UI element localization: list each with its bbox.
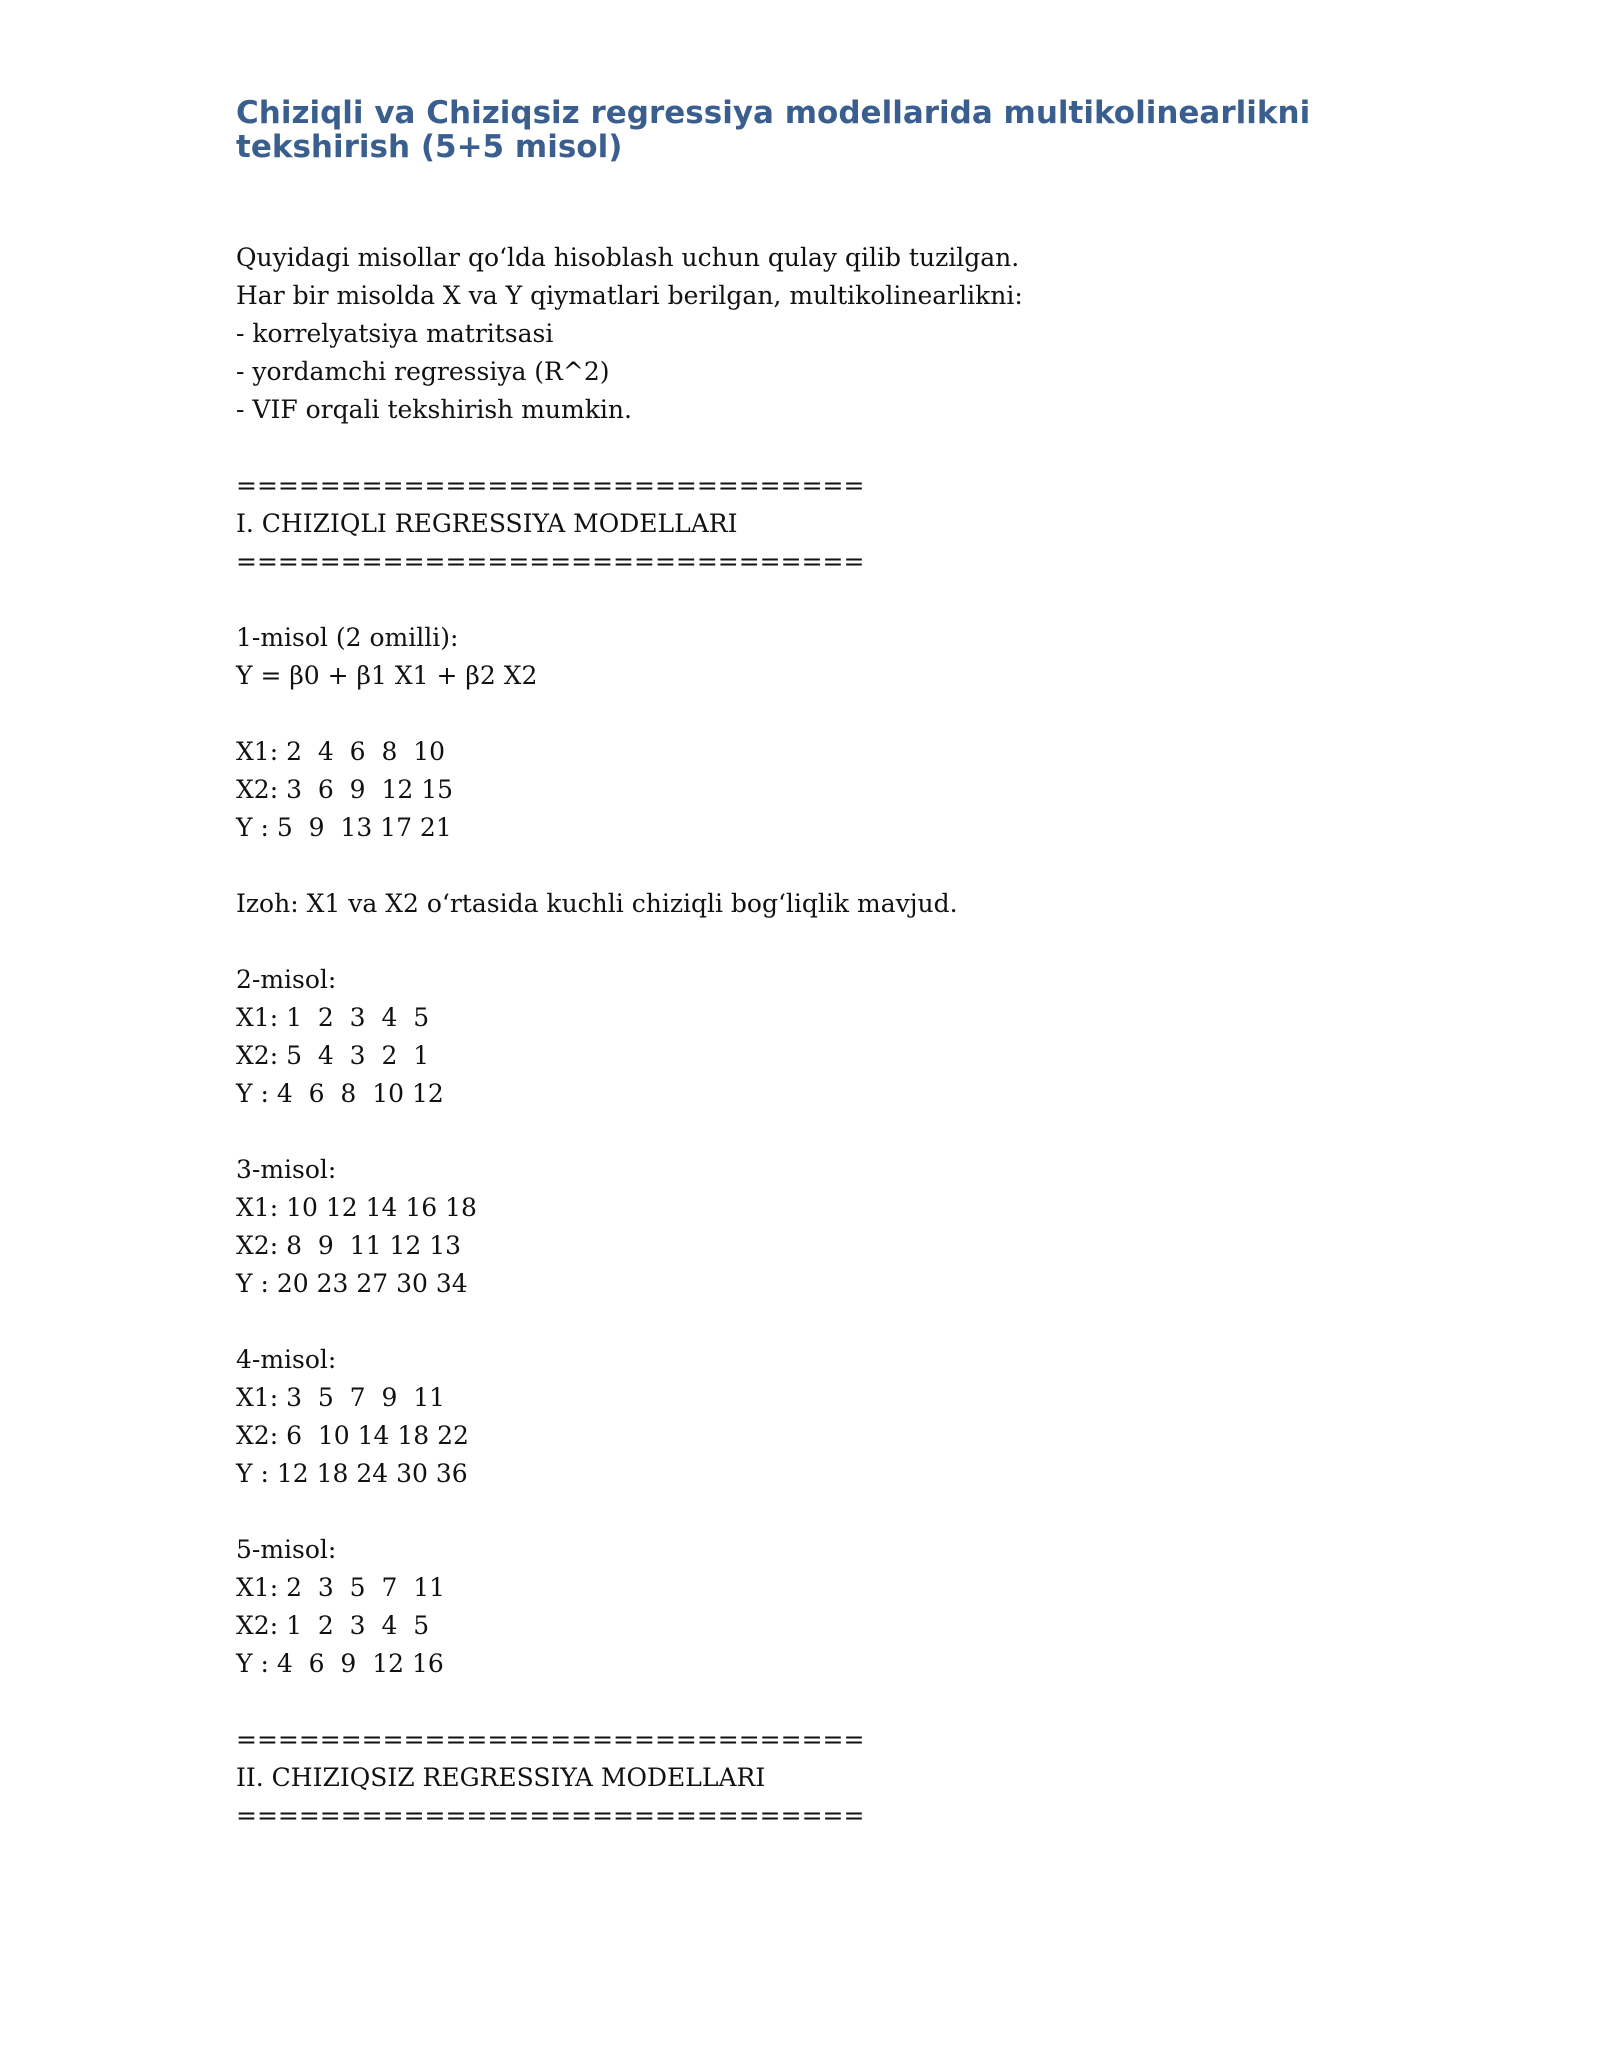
example-2-x1: X1: 1 2 3 4 5 [236,1003,430,1032]
example-4-y: Y : 12 18 24 30 36 [236,1459,468,1488]
example-5-x2: X2: 1 2 3 4 5 [236,1611,430,1640]
example-3-x2: X2: 8 9 11 12 13 [236,1231,461,1260]
document-body [236,239,1396,1835]
example-1-note: Izoh: X1 va X2 o‘rtasida kuchli chiziqli bog‘liqlik mavjud. [236,889,958,918]
separator-line: ============================== [236,1725,865,1754]
example-2-x2: X2: 5 4 3 2 1 [236,1041,430,1070]
example-4-x2: X2: 6 10 14 18 22 [236,1421,469,1450]
intro-line-5: - VIF orqali tekshirish mumkin. [236,395,632,424]
example-5-y: Y : 4 6 9 12 16 [236,1649,444,1678]
example-2-heading: 2-misol: [236,965,337,994]
intro-line-3: - korrelyatsiya matritsasi [236,319,554,348]
example-1-y: Y : 5 9 13 17 21 [236,813,452,842]
example-5-x1: X1: 2 3 5 7 11 [236,1573,446,1602]
example-2-y: Y : 4 6 8 10 12 [236,1079,444,1108]
example-1-heading: 1-misol (2 omilli): [236,623,459,652]
example-3-x1: X1: 10 12 14 16 18 [236,1193,477,1222]
page-title: Chiziqli va Chiziqsiz regressiya modellarida multikolinearlikni tekshirish (5+5 misol) [236,95,1311,165]
separator-line: ============================== [236,1801,865,1830]
section-1-title: I. CHIZIQLI REGRESSIYA MODELLARI [236,509,738,538]
example-4-heading: 4-misol: [236,1345,337,1374]
example-5-heading: 5-misol: [236,1535,337,1564]
intro-line-4: - yordamchi regressiya (R^2) [236,357,610,386]
example-1-x1: X1: 2 4 6 8 10 [236,737,446,766]
example-1-x2: X2: 3 6 9 12 15 [236,775,454,804]
example-1-formula: Y = β0 + β1 X1 + β2 X2 [236,661,538,690]
separator-line: ============================== [236,547,865,576]
example-4-x1: X1: 3 5 7 9 11 [236,1383,446,1412]
section-2-title: II. CHIZIQSIZ REGRESSIYA MODELLARI [236,1763,766,1792]
example-3-y: Y : 20 23 27 30 34 [236,1269,468,1298]
intro-line-2: Har bir misolda X va Y qiymatlari berilgan, multikolinearlikni: [236,281,1023,310]
intro-line-1: Quyidagi misollar qo‘lda hisoblash uchun qulay qilib tuzilgan. [236,243,1020,272]
separator-line: ============================== [236,471,865,500]
example-3-heading: 3-misol: [236,1155,337,1184]
